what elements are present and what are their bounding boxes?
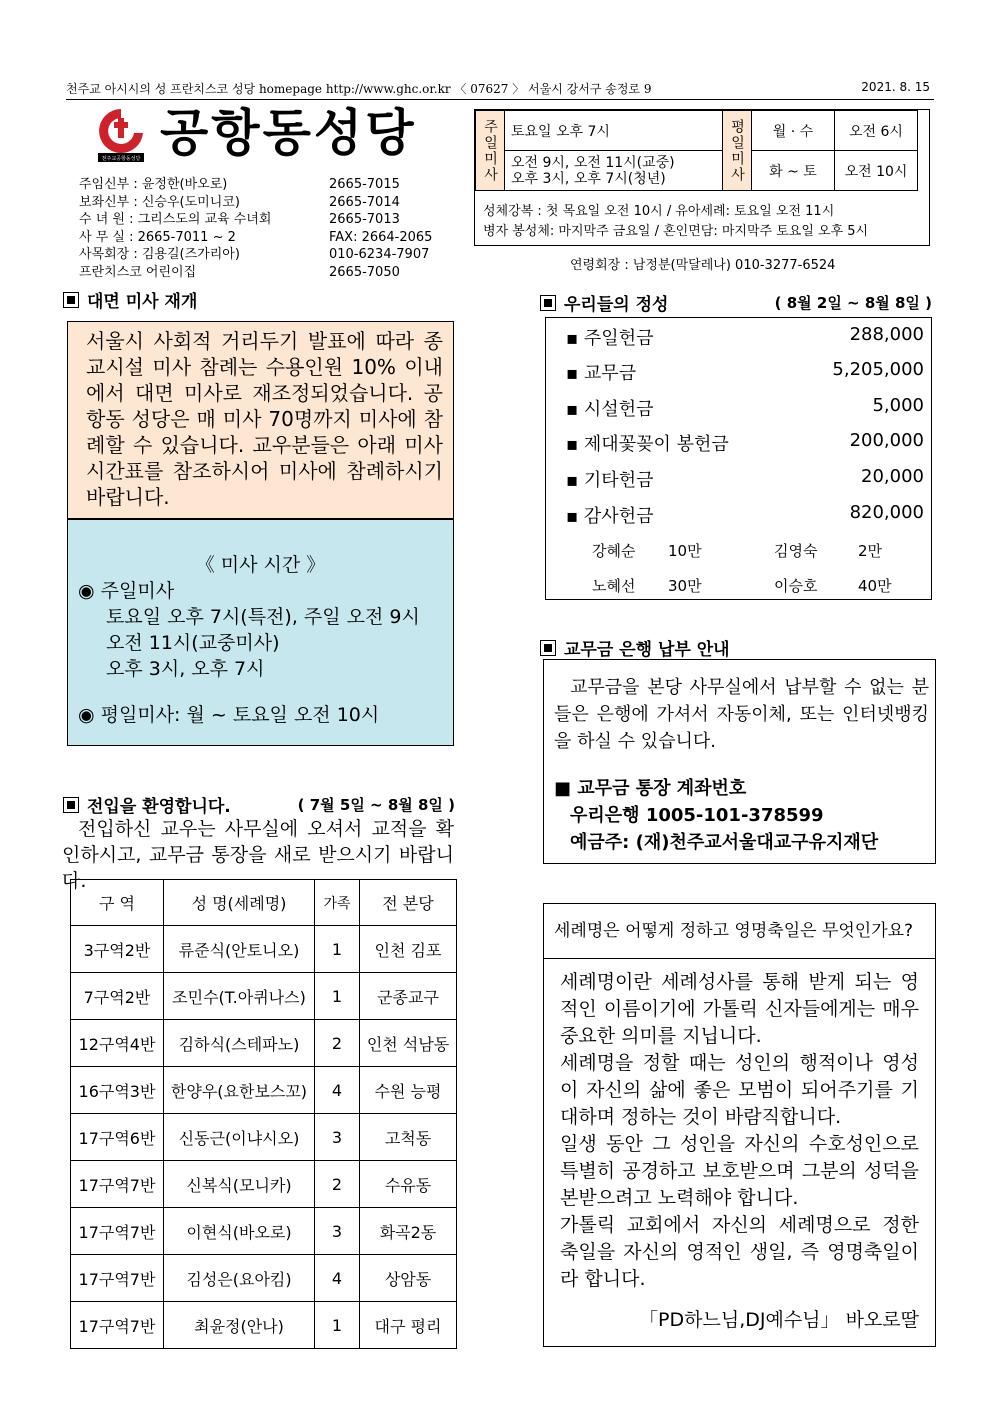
staff-row: 사목회장 : 김용길(즈가리아) 010-6234-7907 <box>79 247 430 262</box>
staff-row: 보좌신부 : 신승우(도미니코) 2665-7014 <box>79 194 400 210</box>
donor-amount: 30만 <box>668 577 702 595</box>
donor-name: 이승호 <box>774 577 818 595</box>
sunday-mass: ◉ 주일미사 <box>78 580 175 602</box>
weekday-mass-label: 평일미사 <box>723 111 752 191</box>
qa-source: 「PD하느님,DJ예수님」 바오로딸 <box>639 1309 919 1331</box>
staff-list <box>79 176 432 281</box>
table-row: 17구역7반 김성은(요아킴) 4 상암동 <box>71 1255 457 1302</box>
offering-item: ▪ 교무금 5,205,000 <box>566 359 924 384</box>
sunday-times: 오전 9시, 오전 11시(교중) 오후 3시, 오후 7시(청년) <box>505 151 723 191</box>
staff-row: 주임신부 : 윤정한(바오로) 2665-7015 <box>79 177 400 192</box>
radio-bullet-icon: ◉ <box>78 704 95 726</box>
staff-row: 수 녀 원 : 그리스도의 교육 수녀회 2665-7013 <box>79 212 400 227</box>
table-header-row <box>71 880 457 926</box>
offering-item: ▪ 제대꽃꽂이 봉헌금 200,000 <box>566 430 924 455</box>
qa-question: 세례명은 어떻게 정하고 영명축일은 무엇인가요? <box>544 904 935 959</box>
offering-item: ▪ 시설헌금 5,000 <box>566 395 924 420</box>
newcomer-table <box>70 879 457 1349</box>
radio-bullet-icon: ◉ <box>78 580 95 602</box>
bullet-square-icon <box>63 797 79 813</box>
account-holder: 예금주: (재)천주교서울대교구유지재단 <box>570 832 879 853</box>
offering-item: ▪ 기타헌금 20,000 <box>566 466 924 491</box>
donor-amount: 2만 <box>858 542 883 560</box>
offerings-box <box>545 317 932 600</box>
bank-notice: 교무금을 본당 사무실에서 납부할 수 없는 분들은 은행에 가셔서 자동이체, 또는 인터넷뱅킹을 하실 수 있습니다. <box>554 677 929 752</box>
header-divider <box>66 99 934 100</box>
staff-row: 프란치스코 어린이집 2665-7050 <box>79 264 400 280</box>
table-row: 7구역2반 조민수(T.아퀴나스) 1 군종교구 <box>71 973 457 1020</box>
sunday-mass-line: 토요일 오후 7시(특전), 주일 오전 9시 <box>106 606 420 628</box>
qa-answer: 세례명이란 세례성사를 통해 받게 되는 영적인 이름이기에 가톨릭 신자들에게는 매우 중요한 의미를 지닙니다. 세례명을 정할 때는 성인의 행적이나 영성이 자신의 삶에 좋은 모범이 되어주기를 기대하며 정하는 것이 바람직합니다. 일생 동안 그 성인을 자신의 수호성인으로 특별히 공경하고 보호받으며 그분의 성덕을 본받으려고 노력해야 합니다. 가톨릭 교회에서 자신의 세례명으로 정한 축일을 자신의 영적인 생일, 즉 영명축일이라 합니다. 「PD하느님,DJ예수님」 바오로딸 <box>544 959 935 1334</box>
sunday-saturday-time: 토요일 오후 7시 <box>505 111 723 151</box>
mass-notes: 성체강복 : 첫 목요일 오전 10시 / 유아세례: 토요일 오전 11시 병자 봉성체: 마지막주 금요일 / 혼인면담: 마지막주 토요일 오후 5시 <box>483 204 869 239</box>
resume-notice: 서울시 사회적 거리두기 발표에 따라 종교시설 미사 참례는 수용인원 10% 이내에서 대면 미사로 재조정되었습니다. 공항동 성당은 매 미사 70명까지 미사에 참례할 수 있습니다. 교우분들은 아래 미사 시간표를 참조하시어 미사에 참례하시기 바랍니다. <box>67 321 454 519</box>
donor-name: 강혜순 <box>592 542 636 560</box>
mass-times-box <box>67 519 454 746</box>
baptism-name-qa <box>543 903 936 1347</box>
weekday-days-2: 화 ~ 토 <box>752 151 835 191</box>
column-header: 성 명(세례명) <box>164 880 315 926</box>
issue-date: 2021. 8. 15 <box>861 80 930 94</box>
offering-item: ▪ 주일헌금 288,000 <box>566 324 924 349</box>
donor-name: 김영숙 <box>774 542 818 560</box>
table-row: 3구역2반 류준식(안토니오) 1 인천 김포 <box>71 926 457 973</box>
offerings-heading: 우리들의 정성 ( 8월 2일 ~ 8월 8일 ) <box>540 290 932 315</box>
church-info: 천주교 아시시의 성 프란치스코 성당 homepage http://www.ghc.or.kr 〈 07627 〉 서울시 강서구 송정로 9 <box>66 82 652 96</box>
table-row: 12구역4반 김하식(스테파노) 2 인천 석남동 <box>71 1020 457 1067</box>
welcome-heading: 전입을 환영합니다. ( 7월 5일 ~ 8월 8일 ) <box>63 792 455 817</box>
donor-amount: 40만 <box>858 577 892 595</box>
weekday-time-2: 오전 10시 <box>835 151 918 191</box>
table-row: 17구역6반 신동근(이냐시오) 3 고척동 <box>71 1114 457 1161</box>
account-number: 우리은행 1005-101-378599 <box>570 805 824 826</box>
table-row: 16구역3반 한양우(요한보스꼬) 4 수원 능평 <box>71 1067 457 1114</box>
page-title: 공항동성당 <box>160 104 417 162</box>
staff-row: 사 무 실 : 2665-7011 ~ 2 FAX: 2664-2065 <box>79 229 433 245</box>
mass-schedule-box <box>474 109 930 246</box>
bullet-square-icon <box>540 640 556 656</box>
weekday-mass: ◉ 평일미사: 월 ~ 토요일 오전 10시 <box>78 704 380 726</box>
sunday-mass-line: 오전 11시(교중미사) <box>106 632 280 654</box>
bank-heading: 교무금 은행 납부 안내 <box>540 635 730 660</box>
bullet-square-icon <box>540 295 556 311</box>
sunday-mass-line: 오후 3시, 오후 7시 <box>106 658 265 680</box>
bullet-square-icon: ■ <box>554 778 572 799</box>
table-row: 17구역7반 신복식(모니카) 2 수유동 <box>71 1161 457 1208</box>
sunday-mass-label: 주일미사 <box>476 111 505 191</box>
account-title: ■ 교무금 통장 계좌번호 <box>554 778 747 799</box>
weekday-days-1: 월 · 수 <box>752 111 835 151</box>
table-row: 17구역7반 최윤정(안나) 1 대구 평리 <box>71 1302 457 1349</box>
bullet-square-icon <box>63 292 79 308</box>
column-header: 가족 <box>315 880 360 926</box>
resume-heading: 대면 미사 재개 <box>63 287 197 312</box>
table-row: 17구역7반 이현식(바오로) 3 화곡2동 <box>71 1208 457 1255</box>
logo-caption: 천주교공항동성당 <box>101 156 141 162</box>
column-header: 구 역 <box>71 880 164 926</box>
welcome-notice: 전입하신 교우는 사무실에 오셔서 교적을 확인하시고, 교무금 통장을 새로 받으시기 바랍니다. <box>62 818 454 892</box>
donor-name: 노혜선 <box>592 577 636 595</box>
donor-amount: 10만 <box>668 542 702 560</box>
mass-times-title: 《 미사 시간 》 <box>195 554 326 576</box>
column-header: 전 본당 <box>360 880 457 926</box>
offering-item: ▪ 감사헌금 820,000 <box>566 502 924 527</box>
top-info-line <box>66 80 930 97</box>
funeral-association: 연령회장 : 남정분(막달레나) 010-3277-6524 <box>570 258 836 273</box>
bank-box <box>543 659 936 864</box>
weekday-time-1: 오전 6시 <box>835 111 918 151</box>
